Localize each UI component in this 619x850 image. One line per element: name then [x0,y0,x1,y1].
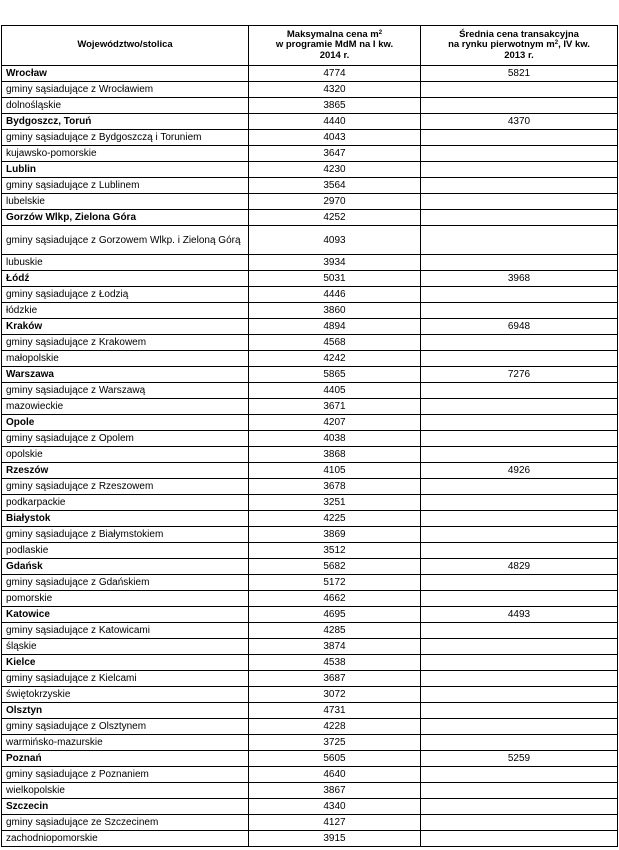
max-price-cell: 4640 [249,767,421,783]
avg-price-cell [421,687,618,703]
region-name-cell: pomorskie [2,591,249,607]
region-name-cell: lubelskie [2,194,249,210]
region-name-cell: gminy sąsiadujące z Katowicami [2,623,249,639]
region-name-cell: Warszawa [2,367,249,383]
max-price-cell: 3251 [249,495,421,511]
table-row [2,703,618,719]
avg-price-cell [421,210,618,226]
table-row [2,98,618,114]
max-price-cell: 4695 [249,607,421,623]
max-price-cell: 3678 [249,479,421,495]
max-price-cell: 4662 [249,591,421,607]
max-price-cell: 3865 [249,98,421,114]
table-row [2,559,618,575]
max-price-cell: 3564 [249,178,421,194]
max-price-cell: 5031 [249,271,421,287]
avg-price-cell: 4829 [421,559,618,575]
table-row [2,607,618,623]
region-name-cell: małopolskie [2,351,249,367]
column-header-avg-price: Średnia cena transakcyjna na rynku pierwotnym $m^2$, IV kw. 2013 r. [421,26,618,66]
max-price-cell: 4038 [249,431,421,447]
table-row [2,146,618,162]
max-price-cell: 4894 [249,319,421,335]
region-name-cell: gminy sąsiadujące ze Szczecinem [2,815,249,831]
table-row [2,719,618,735]
table-row [2,783,618,799]
region-name-cell: gminy sąsiadujące z Lublinem [2,178,249,194]
avg-price-cell [421,575,618,591]
avg-price-cell [421,399,618,415]
max-price-cell: 4731 [249,703,421,719]
avg-price-cell [421,146,618,162]
table-row [2,815,618,831]
region-name-cell: świętokrzyskie [2,687,249,703]
column-header-max-price: Maksymalna cena $m^2$ w programie MdM na I kw. 2014 r. [249,26,421,66]
region-name-cell: kujawsko-pomorskie [2,146,249,162]
max-price-cell: 4105 [249,463,421,479]
avg-price-cell: 5821 [421,66,618,82]
region-name-cell: gminy sąsiadujące z Rzeszowem [2,479,249,495]
avg-price-cell [421,511,618,527]
avg-price-cell [421,735,618,751]
max-price-cell: 3915 [249,831,421,847]
table-row [2,591,618,607]
max-price-cell: 5172 [249,575,421,591]
max-price-cell: 4320 [249,82,421,98]
table-row [2,383,618,399]
max-price-cell: 4285 [249,623,421,639]
max-price-cell: 4207 [249,415,421,431]
max-price-cell: 4230 [249,162,421,178]
max-price-cell: 4538 [249,655,421,671]
avg-price-cell [421,162,618,178]
table-row [2,271,618,287]
table-row [2,319,618,335]
avg-price-cell [421,799,618,815]
region-name-cell: Opole [2,415,249,431]
region-name-cell: gminy sąsiadujące z Opolem [2,431,249,447]
region-name-cell: mazowieckie [2,399,249,415]
table-row [2,735,618,751]
table-row [2,66,618,82]
avg-price-cell [421,719,618,735]
max-price-cell: 3671 [249,399,421,415]
region-name-cell: Kraków [2,319,249,335]
avg-price-cell [421,527,618,543]
table-row [2,655,618,671]
table-row [2,639,618,655]
table-header-row [2,26,618,66]
region-name-cell: Kielce [2,655,249,671]
avg-price-cell [421,703,618,719]
region-name-cell: Rzeszów [2,463,249,479]
table-row [2,543,618,559]
avg-price-cell [421,178,618,194]
region-name-cell: śląskie [2,639,249,655]
region-name-cell: Łódź [2,271,249,287]
table-row [2,399,618,415]
table-row [2,351,618,367]
avg-price-cell [421,783,618,799]
table-row [2,415,618,431]
max-price-cell: 3874 [249,639,421,655]
region-name-cell: gminy sąsiadujące z Warszawą [2,383,249,399]
avg-price-cell [421,831,618,847]
max-price-cell: 4440 [249,114,421,130]
table-row [2,210,618,226]
region-name-cell: Lublin [2,162,249,178]
table-row [2,671,618,687]
avg-price-cell: 5259 [421,751,618,767]
table-row [2,447,618,463]
region-name-cell: gminy sąsiadujące z Wrocławiem [2,82,249,98]
table-row [2,511,618,527]
avg-price-cell [421,98,618,114]
table-row [2,367,618,383]
max-price-cell: 4228 [249,719,421,735]
max-price-cell: 4043 [249,130,421,146]
max-price-cell: 3687 [249,671,421,687]
table-row [2,303,618,319]
avg-price-cell [421,767,618,783]
table-row [2,194,618,210]
region-name-cell: gminy sąsiadujące z Kielcami [2,671,249,687]
region-name-cell: gminy sąsiadujące z Krakowem [2,335,249,351]
table-row [2,831,618,847]
region-name-cell: gminy sąsiadujące z Łodzią [2,287,249,303]
region-name-cell: gminy sąsiadujące z Poznaniem [2,767,249,783]
table-row [2,255,618,271]
avg-price-cell [421,255,618,271]
region-name-cell: łódzkie [2,303,249,319]
max-price-cell: 2970 [249,194,421,210]
table-row [2,431,618,447]
max-price-cell: 4340 [249,799,421,815]
table-row [2,82,618,98]
max-price-cell: 5865 [249,367,421,383]
region-name-cell: gminy sąsiadujące z Białymstokiem [2,527,249,543]
avg-price-cell [421,130,618,146]
table-row [2,495,618,511]
column-header-region: Województwo/stolica [2,26,249,66]
avg-price-cell: 4926 [421,463,618,479]
table-row [2,226,618,255]
avg-price-cell [421,226,618,255]
table-row [2,767,618,783]
avg-price-cell [421,623,618,639]
avg-price-cell [421,82,618,98]
avg-price-cell [421,495,618,511]
region-name-cell: Szczecin [2,799,249,815]
max-price-cell: 3868 [249,447,421,463]
region-name-cell: Olsztyn [2,703,249,719]
table-row [2,527,618,543]
region-name-cell: gminy sąsiadujące z Bydgoszczą i Toruniem [2,130,249,146]
avg-price-cell [421,639,618,655]
table-row [2,687,618,703]
max-price-cell: 4127 [249,815,421,831]
region-name-cell: zachodniopomorskie [2,831,249,847]
region-name-cell: Gorzów Wlkp, Zielona Góra [2,210,249,226]
region-name-cell: Katowice [2,607,249,623]
max-price-cell: 4225 [249,511,421,527]
avg-price-cell [421,671,618,687]
table-row [2,575,618,591]
table-row [2,799,618,815]
max-price-cell: 3725 [249,735,421,751]
avg-price-cell: 6948 [421,319,618,335]
avg-price-cell: 7276 [421,367,618,383]
avg-price-cell: 3968 [421,271,618,287]
table-row [2,751,618,767]
avg-price-cell [421,415,618,431]
region-name-cell: wielkopolskie [2,783,249,799]
avg-price-cell: 4493 [421,607,618,623]
table-row [2,114,618,130]
avg-price-cell [421,479,618,495]
avg-price-cell [421,335,618,351]
avg-price-cell: 4370 [421,114,618,130]
avg-price-cell [421,383,618,399]
price-table [1,25,618,847]
avg-price-cell [421,815,618,831]
region-name-cell: gminy sąsiadujące z Gdańskiem [2,575,249,591]
max-price-cell: 3512 [249,543,421,559]
region-name-cell: Białystok [2,511,249,527]
avg-price-cell [421,591,618,607]
avg-price-cell [421,431,618,447]
region-name-cell: gminy sąsiadujące z Gorzowem Wlkp. i Zieloną Górą [2,226,249,255]
avg-price-cell [421,447,618,463]
avg-price-cell [421,194,618,210]
region-name-cell: lubuskie [2,255,249,271]
max-price-cell: 4446 [249,287,421,303]
table-body [2,66,618,847]
avg-price-cell [421,543,618,559]
table-row [2,287,618,303]
max-price-cell: 4568 [249,335,421,351]
max-price-cell: 4774 [249,66,421,82]
max-price-cell: 4242 [249,351,421,367]
region-name-cell: Gdańsk [2,559,249,575]
table-row [2,463,618,479]
max-price-cell: 3934 [249,255,421,271]
region-name-cell: podlaskie [2,543,249,559]
max-price-cell: 3867 [249,783,421,799]
region-name-cell: Bydgoszcz, Toruń [2,114,249,130]
table-row [2,623,618,639]
region-name-cell: dolnośląskie [2,98,249,114]
max-price-cell: 4405 [249,383,421,399]
max-price-cell: 4093 [249,226,421,255]
region-name-cell: opolskie [2,447,249,463]
max-price-cell: 4252 [249,210,421,226]
max-price-cell: 3860 [249,303,421,319]
max-price-cell: 3869 [249,527,421,543]
table-row [2,130,618,146]
region-name-cell: warmińsko-mazurskie [2,735,249,751]
avg-price-cell [421,351,618,367]
table-row [2,178,618,194]
avg-price-cell [421,655,618,671]
table-row [2,162,618,178]
avg-price-cell [421,303,618,319]
max-price-cell: 5682 [249,559,421,575]
region-name-cell: Wrocław [2,66,249,82]
max-price-cell: 3647 [249,146,421,162]
region-name-cell: podkarpackie [2,495,249,511]
table-row [2,479,618,495]
region-name-cell: Poznań [2,751,249,767]
avg-price-cell [421,287,618,303]
region-name-cell: gminy sąsiadujące z Olsztynem [2,719,249,735]
table-row [2,335,618,351]
max-price-cell: 5605 [249,751,421,767]
max-price-cell: 3072 [249,687,421,703]
